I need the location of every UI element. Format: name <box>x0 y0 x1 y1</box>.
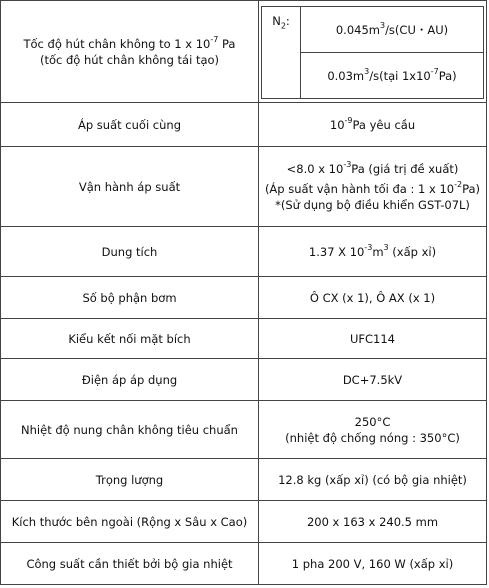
speed-value-au: $0.045m^3/s(CU$・AU) <box>301 7 484 53</box>
spec-label: Dung tích <box>1 227 259 277</box>
spec-label: Áp suất cuối cùng <box>1 103 259 147</box>
gas-label: $N_2$: <box>262 7 301 99</box>
spec-value: DC+7.5kV <box>259 359 487 401</box>
spec-value: 1.37 X $10^{-3}m^3$ (xấp xỉ) <box>259 227 487 277</box>
spec-value: $10^{-9}Pa$ yêu cầu <box>259 103 487 147</box>
spec-value: 1 pha 200 V, 160 W (xấp xỉ) <box>259 543 487 585</box>
table-row <box>1 401 487 459</box>
table-row <box>1 147 487 227</box>
spec-label: Trọng lượng <box>1 459 259 501</box>
spec-label: Kiểu kết nối mặt bích <box>1 319 259 359</box>
spec-value: Ô CX (x 1), Ô AX (x 1) <box>259 277 487 319</box>
table-row <box>1 1 487 103</box>
table-row <box>1 501 487 543</box>
spec-label: Nhiệt độ nung chân không tiêu chuẩn <box>1 401 259 459</box>
pumping-speed-subtable <box>261 6 484 99</box>
table-row <box>1 359 487 401</box>
table-row <box>1 227 487 277</box>
spec-value <box>259 1 487 103</box>
speed-value-at-pressure: $0.03m^3/s(tại$ $1x10^{-7}Pa$) <box>301 53 484 99</box>
spec-label: Công suất cần thiết bởi bộ gia nhiệt <box>1 543 259 585</box>
table-row <box>1 459 487 501</box>
spec-label: Số bộ phận bơm <box>1 277 259 319</box>
table-row <box>1 543 487 585</box>
spec-label: Vận hành áp suất <box>1 147 259 227</box>
spec-label: Tốc độ hút chân không to 1 x $10^{-7}$ Pa (tốc độ hút chân không tái tạo) <box>1 1 259 103</box>
table-row <box>1 277 487 319</box>
spec-value: UFC114 <box>259 319 487 359</box>
spec-label: Điện áp áp dụng <box>1 359 259 401</box>
spec-value: 200 x 163 x 240.5 mm <box>259 501 487 543</box>
table-row <box>1 103 487 147</box>
spec-label: Kích thước bên ngoài (Rộng x Sâu x Cao) <box>1 501 259 543</box>
spec-value: 12.8 kg (xấp xỉ) (có bộ gia nhiệt) <box>259 459 487 501</box>
spec-value: 250°C (nhiệt độ chống nóng : 350°C) <box>259 401 487 459</box>
table-row <box>1 319 487 359</box>
spec-value: <8.0 x $10^{-3}Pa$ (giá trị đề xuất) (Áp suất vận hành tối đa : 1 x $10^{-2}Pa$) *(Sử dụng bộ điều khiển GST-07L) <box>259 147 487 227</box>
